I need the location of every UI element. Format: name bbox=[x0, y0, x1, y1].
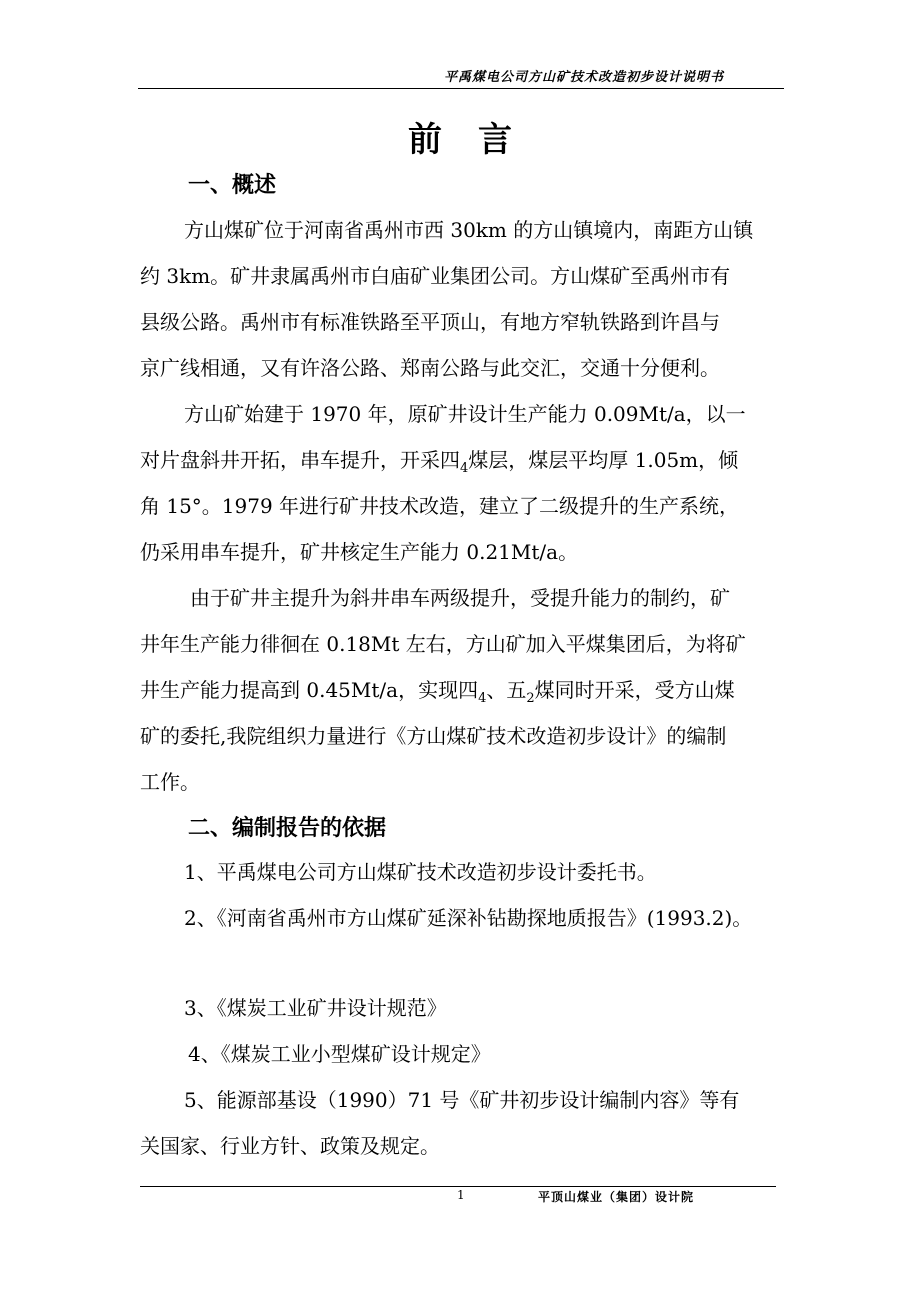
paragraph-line: 方山矿始建于 1970 年，原矿井设计生产能力 0.09Mt/a，以一 bbox=[184, 402, 746, 426]
paragraph-line: 由于矿井主提升为斜井串车两级提升，受提升能力的制约，矿 bbox=[190, 586, 730, 610]
list-item: 2、《河南省禹州市方山煤矿延深补钻勘探地质报告》(1993.2)。 bbox=[184, 906, 753, 930]
page-number: 1 bbox=[457, 1188, 465, 1202]
paragraph-line: 对片盘斜井开拓，串车提升，开采四$_4$煤层，煤层平均厚 1.05m，倾 bbox=[140, 448, 739, 476]
list-item: 3、《煤炭工业矿井设计规范》 bbox=[184, 996, 447, 1020]
footer-organization: 平顶山煤业（集团）设计院 bbox=[538, 1190, 695, 1204]
paragraph-line: 井年生产能力徘徊在 0.18Mt 左右，方山矿加入平煤集团后，为将矿 bbox=[140, 632, 746, 656]
list-item: 4、《煤炭工业小型煤矿设计规定》 bbox=[188, 1042, 491, 1066]
section-heading-overview: 一、概述 bbox=[188, 173, 277, 198]
paragraph-line: 约 3km。矿井隶属禹州市白庙矿业集团公司。方山煤矿至禹州市有 bbox=[140, 264, 731, 288]
footer-rule bbox=[140, 1186, 776, 1187]
section-heading-basis: 二、编制报告的依据 bbox=[188, 816, 387, 841]
header-title: 平禹煤电公司方山矿技术改造初步设计说明书 bbox=[443, 70, 724, 85]
paragraph-line: 仍采用串车提升，矿井核定生产能力 0.21Mt/a。 bbox=[140, 540, 579, 564]
paragraph-line: 井生产能力提高到 0.45Mt/a，实现四$_4$、五$_2$煤同时开采，受方山煤 bbox=[140, 678, 735, 706]
paragraph-line: 方山煤矿位于河南省禹州市西 30km 的方山镇境内，南距方山镇 bbox=[184, 218, 754, 242]
list-item-continuation: 关国家、行业方针、政策及规定。 bbox=[140, 1134, 440, 1158]
paragraph-line: 矿的委托,我院组织力量进行《方山煤矿技术改造初步设计》的编制 bbox=[140, 724, 727, 748]
header-rule bbox=[138, 88, 784, 89]
seam-subscript: 2 bbox=[526, 691, 535, 706]
paragraph-line: 京广线相通，又有许洛公路、郑南公路与此交汇，交通十分便利。 bbox=[140, 356, 720, 380]
paragraph-line: 工作。 bbox=[140, 770, 200, 794]
seam-subscript: 4 bbox=[478, 691, 487, 706]
list-item: 5、能源部基设（1990）71 号《矿井初步设计编制内容》等有 bbox=[184, 1088, 740, 1112]
seam-subscript: 4 bbox=[460, 461, 469, 476]
paragraph-line: 县级公路。禹州市有标准铁路至平顶山，有地方窄轨铁路到许昌与 bbox=[140, 310, 720, 334]
paragraph-line: 角 15°。1979 年进行矿井技术改造，建立了二级提升的生产系统， bbox=[140, 494, 740, 518]
list-item: 1、平禹煤电公司方山煤矿技术改造初步设计委托书。 bbox=[184, 860, 657, 884]
document-title: 前言 bbox=[408, 120, 548, 160]
